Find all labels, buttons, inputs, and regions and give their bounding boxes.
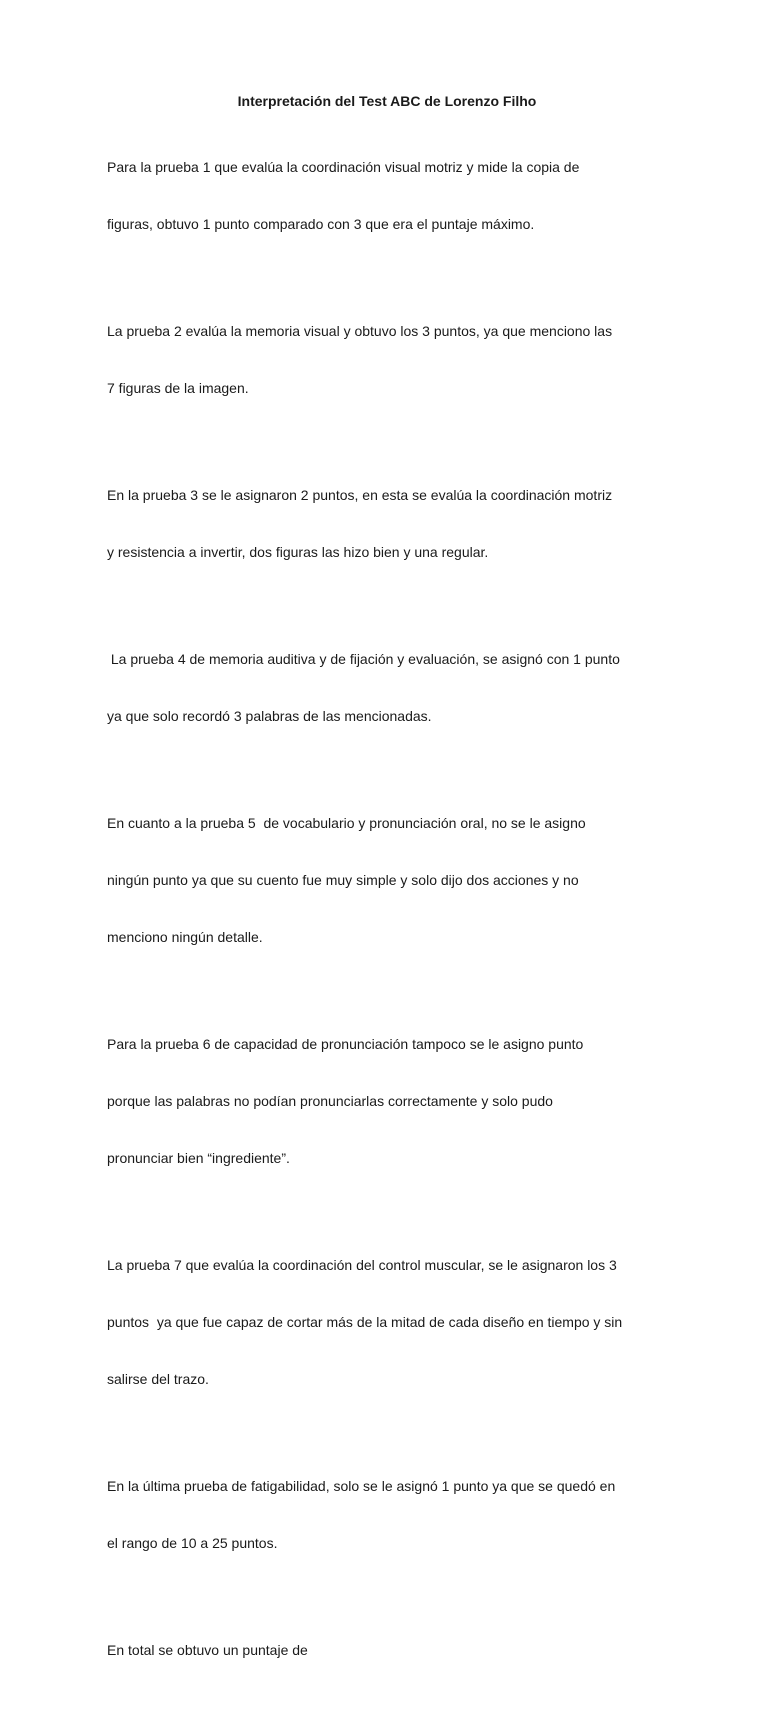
paragraph-line: La prueba 7 que evalúa la coordinación del control muscular, se le asignaron los 3 — [107, 1257, 617, 1273]
paragraph-line: pronunciar bien “ingrediente”. — [107, 1150, 290, 1166]
paragraph-prueba-1 — [107, 120, 667, 272]
paragraph-prueba-4 — [107, 612, 667, 764]
paragraph-line: En la prueba 3 se le asignaron 2 puntos, en esta se evalúa la coordinación motriz — [107, 487, 613, 503]
paragraph-prueba-5 — [107, 776, 667, 985]
document-title: Interpretación del Test ABC de Lorenzo Filho — [237, 93, 537, 109]
paragraph-prueba-2 — [107, 284, 667, 436]
document-body — [107, 92, 667, 1710]
paragraph-line: salirse del trazo. — [107, 1371, 209, 1387]
paragraph-line: La prueba 4 de memoria auditiva y de fijación y evaluación, se asignó con 1 punto — [107, 651, 620, 667]
paragraph-line: Para la prueba 6 de capacidad de pronunciación tampoco se le asigno punto — [107, 1036, 584, 1052]
paragraph-line: menciono ningún detalle. — [107, 929, 263, 945]
paragraph-line: el rango de 10 a 25 puntos. — [107, 1535, 278, 1551]
paragraph-line: puntos ya que fue capaz de cortar más de la mitad de cada diseño en tiempo y sin — [107, 1314, 623, 1330]
paragraph-prueba-7 — [107, 1218, 667, 1427]
paragraph-line: y resistencia a invertir, dos figuras las hizo bien y una regular. — [107, 544, 489, 560]
paragraph-line: La prueba 2 evalúa la memoria visual y obtuvo los 3 puntos, ya que menciono las — [107, 323, 613, 339]
paragraph-line: ya que solo recordó 3 palabras de las mencionadas. — [107, 708, 432, 724]
paragraph-ultima-prueba — [107, 1439, 667, 1591]
paragraph-line: 7 figuras de la imagen. — [107, 380, 249, 396]
paragraph-prueba-6 — [107, 997, 667, 1206]
paragraph-line: figuras, obtuvo 1 punto comparado con 3 que era el puntaje máximo. — [107, 216, 535, 232]
paragraph-line: porque las palabras no podían pronunciarlas correctamente y solo pudo — [107, 1093, 553, 1109]
paragraph-line: En total se obtuvo un puntaje de — [107, 1642, 308, 1658]
paragraph-line: ningún punto ya que su cuento fue muy simple y solo dijo dos acciones y no — [107, 872, 579, 888]
paragraph-prueba-3 — [107, 448, 667, 600]
paragraph-total — [107, 1603, 667, 1698]
paragraph-line: Para la prueba 1 que evalúa la coordinación visual motriz y mide la copia de — [107, 159, 580, 175]
paragraph-line: En la última prueba de fatigabilidad, solo se le asignó 1 punto ya que se quedó en — [107, 1478, 616, 1494]
paragraph-line: En cuanto a la prueba 5 de vocabulario y pronunciación oral, no se le asigno — [107, 815, 586, 831]
